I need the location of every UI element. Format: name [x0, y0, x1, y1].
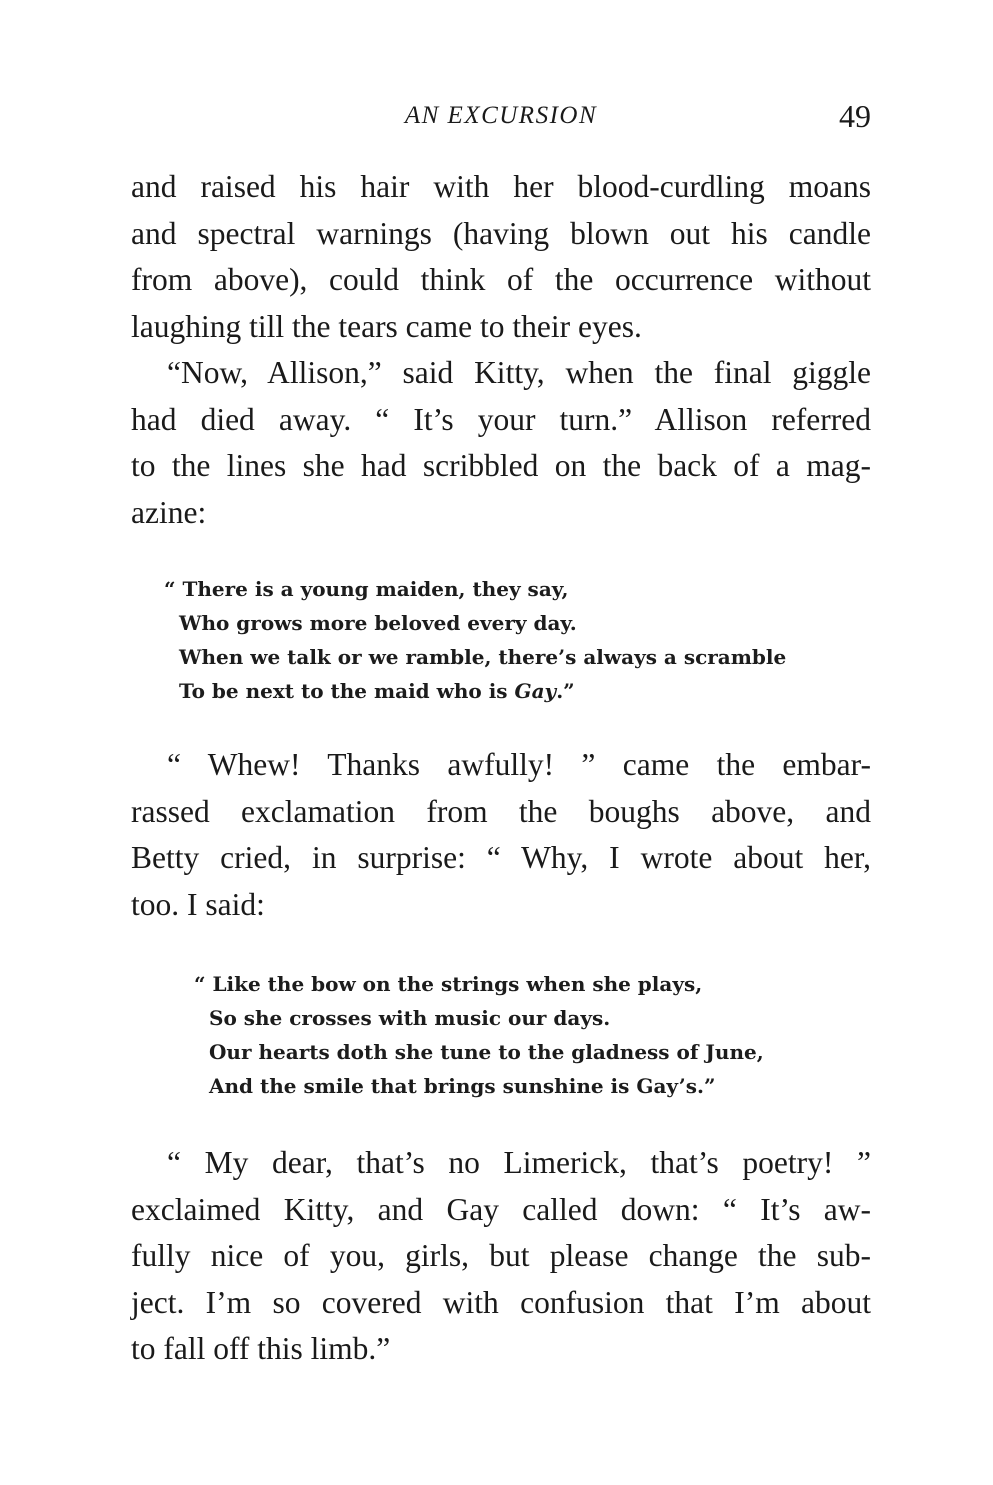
paragraph-line: had died away. “ It’s your turn.” Allison referred — [131, 401, 871, 437]
verse-line: And the smile that brings sunshine is Gay’s.” — [209, 1074, 716, 1098]
paragraph-line: ject. I’m so covered with confusion that I’m about — [131, 1284, 871, 1320]
text-block-middle — [131, 742, 871, 928]
paragraph-line: azine: — [131, 494, 207, 530]
verse-line: Our hearts doth she tune to the gladness of June, — [209, 1040, 764, 1064]
text-block-top — [131, 164, 871, 536]
verse-line — [164, 674, 786, 708]
paragraph-line: “Now, Allison,” said Kitty, when the final giggle — [167, 355, 871, 390]
paragraph-line: and raised his hair with her blood-curdling moans — [131, 169, 871, 204]
verse-line-text: .” — [556, 679, 575, 703]
verse-line: When we talk or we ramble, there’s always a scramble — [179, 645, 787, 669]
verse-line: “ There is a young maiden, they say, — [164, 577, 569, 601]
verse-line: So she crosses with music our days. — [209, 1006, 611, 1030]
page-number: 49 — [839, 98, 871, 134]
verse-betty — [194, 967, 764, 1103]
paragraph-line: rassed exclamation from the boughs above, and — [131, 793, 871, 829]
paragraph-line: to fall off this limb.” — [131, 1331, 391, 1366]
paragraph-line: Betty cried, in surprise: “ Why, I wrote about her, — [131, 840, 871, 875]
verse-line: “ Like the bow on the strings when she plays, — [194, 972, 703, 996]
paragraph-line: “ My dear, that’s no Limerick, that’s poetry! ” — [167, 1145, 871, 1180]
paragraph-line: to the lines she had scribbled on the back of a mag- — [131, 448, 871, 483]
verse-line: Who grows more beloved every day. — [179, 611, 577, 635]
limerick-allison — [164, 572, 786, 708]
paragraph-line: fully nice of you, girls, but please change the sub- — [131, 1238, 871, 1273]
paragraph-line: exclaimed Kitty, and Gay called down: “ It’s aw- — [131, 1191, 871, 1227]
italic-name: Gay — [514, 679, 557, 703]
paragraph-line: “ Whew! Thanks awfully! ” came the embar- — [167, 747, 871, 782]
paragraph-line: from above), could think of the occurrence without — [131, 262, 871, 297]
paragraph-line: and spectral warnings (having blown out his candle — [131, 215, 871, 251]
paragraph-line: too. I said: — [131, 886, 265, 922]
text-block-bottom — [131, 1140, 871, 1373]
verse-line-text: To be next to the maid who is — [179, 679, 515, 703]
running-title: AN EXCURSION — [404, 102, 598, 129]
running-header — [131, 98, 871, 138]
paragraph-line: laughing till the tears came to their eyes. — [131, 308, 642, 344]
